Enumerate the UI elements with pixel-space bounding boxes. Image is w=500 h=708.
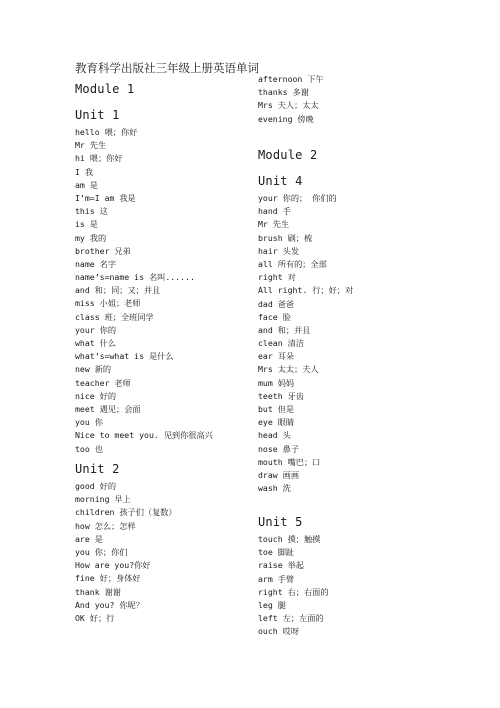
vocabulary-entry: All right. 行；好；对 (258, 285, 354, 296)
vocabulary-entry: ouch 哎呀 (258, 626, 300, 637)
unit-2-heading: Unit 2 (75, 462, 120, 476)
vocabulary-entry: Mr 先生 (75, 140, 107, 151)
vocabulary-entry: Mrs 夫人；太太 (258, 100, 319, 111)
vocabulary-entry: hi 喂；你好 (75, 153, 123, 164)
vocabulary-entry: good 好的 (75, 481, 117, 491)
vocabulary-entry: too 也 (75, 443, 103, 454)
vocabulary-entry: is 是 (75, 219, 98, 230)
vocabulary-entry: teacher 老师 (75, 377, 131, 388)
vocabulary-entry: right 右；右面的 (258, 586, 329, 597)
vocabulary-entry: what 什么 (75, 338, 117, 348)
vocabulary-entry: children 孩子们（复数） (75, 507, 177, 518)
vocabulary-entry: head 头 (258, 430, 291, 441)
unit-4-heading: Unit 4 (258, 174, 303, 188)
vocabulary-entry: name 名字 (75, 258, 117, 269)
vocabulary-entry: fine 好；身体好 (75, 573, 141, 584)
vocabulary-entry: Mr 先生 (258, 219, 290, 230)
vocabulary-entry: draw 画画 (258, 469, 300, 480)
vocabulary-entry: clean 清洁 (258, 338, 304, 349)
vocabulary-entry: thank 谢谢 (75, 586, 121, 597)
vocabulary-entry: hand 手 (258, 206, 291, 217)
vocabulary-entry: you 你；你们 (75, 546, 128, 557)
vocabulary-entry: hair 头发 (258, 245, 300, 256)
vocabulary-entry: new 新的 (75, 364, 112, 375)
vocabulary-entry: mum 妈妈 (258, 377, 295, 388)
vocabulary-entry: How are you?你好 (75, 560, 151, 571)
vocabulary-entry: ear 耳朵 (258, 351, 295, 362)
document-title: 教育科学出版社三年级上册英语单词 (75, 61, 259, 75)
vocabulary-entry: nose 鼻子 (258, 443, 300, 454)
vocabulary-entry: your 你的 (75, 324, 117, 335)
unit-1-heading: Unit 1 (75, 108, 120, 122)
vocabulary-entry: touch 摸；触摸 (258, 534, 321, 544)
vocabulary-entry: meet 遇见；会面 (75, 403, 141, 414)
vocabulary-entry: your 你的； 你们的 (258, 193, 337, 203)
unit-5-heading: Unit 5 (258, 515, 303, 529)
vocabulary-entry: dad 爸爸 (258, 298, 295, 309)
unit-5-word-list (258, 533, 329, 639)
vocabulary-entry: am 是 (75, 179, 98, 190)
vocabulary-entry: left 左；左面的 (258, 613, 324, 624)
vocabulary-entry: face 脸 (258, 311, 291, 322)
vocabulary-entry: how 怎么；怎样 (75, 520, 136, 531)
vocabulary-entry: teeth 牙齿 (258, 390, 304, 401)
vocabulary-entry: afternoon 下午 (258, 74, 324, 84)
vocabulary-entry: nice 好的 (75, 390, 117, 401)
vocabulary-entry: I’m=I am 我是 (75, 192, 136, 203)
vocabulary-entry: toe 脚趾 (258, 547, 295, 558)
vocabulary-entry: miss 小姐；老师 (75, 298, 141, 309)
vocabulary-entry: all 所有的；全部 (258, 258, 327, 269)
vocabulary-entry: class 班；全班同学 (75, 311, 154, 322)
vocabulary-entry: Mrs 太太；夫人 (258, 364, 319, 375)
vocabulary-entry: brother 兄弟 (75, 245, 131, 256)
vocabulary-entry: And you? 你呢？ (75, 599, 144, 610)
vocabulary-entry: arm 手臂 (258, 573, 295, 584)
unit-2-word-list (75, 480, 177, 625)
vocabulary-entry: wash 洗 (258, 483, 291, 494)
vocabulary-entry: name’s=name is 名叫...... (75, 272, 195, 283)
vocabulary-entry: this 这 (75, 206, 108, 217)
vocabulary-entry: and 和；并且 (258, 324, 311, 335)
module-1-heading: Module 1 (75, 82, 135, 96)
unit-4-word-list (258, 192, 353, 495)
vocabulary-entry: thanks 多谢 (258, 87, 309, 98)
vocabulary-entry: morning 早上 (75, 494, 131, 505)
vocabulary-entry: what’s=what is 是什么 (75, 351, 174, 362)
vocabulary-entry: mouth 嘴巴；口 (258, 456, 321, 467)
vocabulary-entry: eye 眼睛 (258, 417, 295, 428)
vocabulary-entry: my 我的 (75, 232, 107, 243)
vocabulary-entry: I 我 (75, 166, 94, 177)
vocabulary-entry: evening 傍晚 (258, 113, 314, 124)
vocabulary-entry: raise 举起 (258, 560, 304, 571)
vocabulary-entry: are 是 (75, 533, 103, 544)
vocabulary-entry: you 你 (75, 417, 103, 428)
vocabulary-entry: OK 好；行 (75, 612, 115, 623)
unit-1-word-list (75, 126, 213, 456)
vocabulary-entry: but 但是 (258, 404, 295, 414)
vocabulary-entry: hello 喂；你好 (75, 127, 138, 137)
vocabulary-entry: Nice to meet you. 见到你很高兴 (75, 430, 213, 441)
unit-2-continued-word-list (258, 73, 324, 126)
vocabulary-entry: leg 腿 (258, 599, 286, 610)
vocabulary-entry: and 和；同；又；并且 (75, 285, 161, 296)
module-2-heading: Module 2 (258, 148, 318, 162)
vocabulary-entry: brush 刷；梳 (258, 232, 313, 243)
vocabulary-entry: right 对 (258, 272, 296, 283)
